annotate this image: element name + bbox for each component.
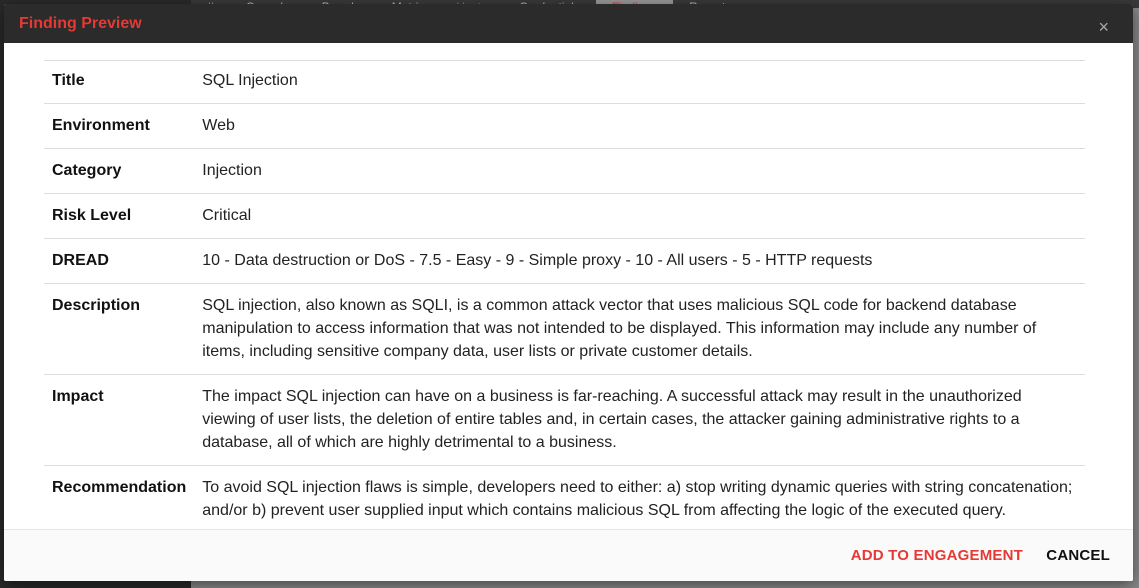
field-label: Recommendation: [44, 466, 194, 534]
modal-body: [4, 43, 1133, 529]
finding-details-table: [44, 60, 1085, 533]
field-value: Web: [194, 104, 1085, 149]
field-label: Title: [44, 61, 194, 104]
field-label: DREAD: [44, 239, 194, 284]
field-value: SQL injection, also known as SQLI, is a common attack vector that uses malicious SQL code for backend database manipulation to access information that was not intended to be displayed. This information may include any number of items, including sensitive company data, user lists or private customer details.: [194, 284, 1085, 375]
add-to-engagement-button[interactable]: ADD TO ENGAGEMENT: [850, 547, 1023, 564]
close-icon[interactable]: ×: [1098, 17, 1109, 37]
modal-header: [4, 4, 1133, 43]
field-label: Category: [44, 149, 194, 194]
field-label: Description: [44, 284, 194, 375]
field-value: The impact SQL injection can have on a business is far-reaching. A successful attack may result in the unauthorized viewing of user lists, the deletion of entire tables and, in certain cases, the attacker gaining administrative rights to a database, all of which are highly detrimental to a business.: [194, 375, 1085, 466]
field-value: 10 - Data destruction or DoS - 7.5 - Easy - 9 - Simple proxy - 10 - All users - 5 - HTTP requests: [194, 239, 1085, 284]
table-row: [44, 239, 1085, 284]
finding-preview-modal: [4, 4, 1133, 581]
field-value: SQL Injection: [194, 61, 1085, 104]
field-value: Critical: [194, 194, 1085, 239]
field-value: Injection: [194, 149, 1085, 194]
field-label: Risk Level: [44, 194, 194, 239]
field-label: Environment: [44, 104, 194, 149]
table-row: [44, 284, 1085, 375]
table-row: [44, 61, 1085, 104]
modal-footer: [4, 529, 1133, 581]
table-row: [44, 375, 1085, 466]
table-row: [44, 194, 1085, 239]
modal-title: Finding Preview: [19, 15, 142, 32]
field-label: Impact: [44, 375, 194, 466]
field-value: To avoid SQL injection flaws is simple, developers need to either: a) stop writing dynamic queries with string concatenation; and/or b) prevent user supplied input which contains malicious SQL from affecting the logic of the executed query.: [194, 466, 1085, 534]
table-row: [44, 104, 1085, 149]
cancel-button[interactable]: CANCEL: [1046, 547, 1110, 564]
table-row: [44, 149, 1085, 194]
table-row: [44, 466, 1085, 534]
